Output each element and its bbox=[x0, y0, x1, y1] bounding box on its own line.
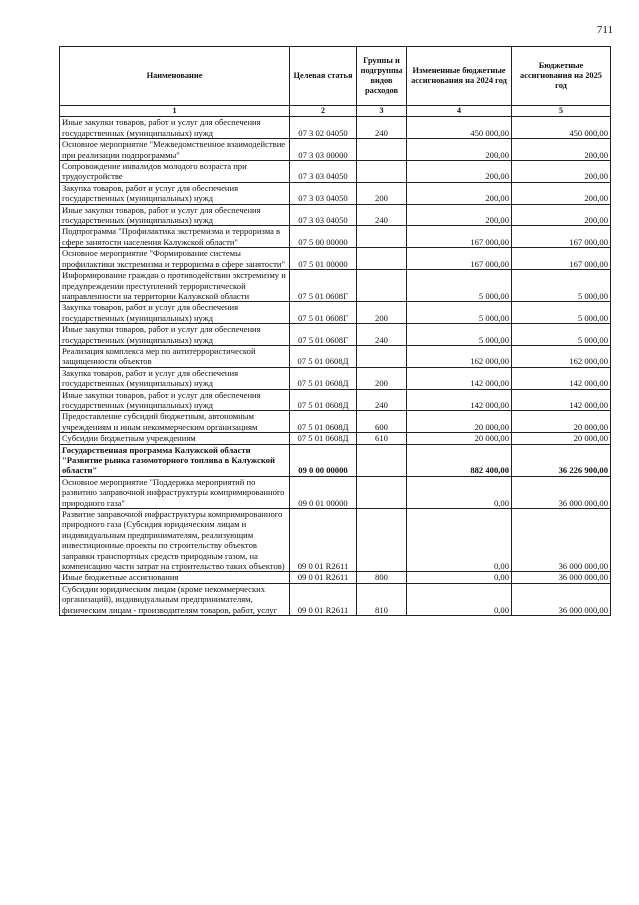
group-cell bbox=[357, 161, 407, 183]
value-2024-cell: 142 000,00 bbox=[407, 367, 512, 389]
value-2024-cell: 200,00 bbox=[407, 182, 512, 204]
name-cell: Иные закупки товаров, работ и услуг для обеспечения государственных (муниципальных) нужд bbox=[60, 117, 290, 139]
page-number: 711 bbox=[596, 24, 613, 36]
index-cell: 1 bbox=[60, 106, 290, 117]
target-cell: 07 5 01 00000 bbox=[290, 248, 357, 270]
table-row bbox=[60, 476, 611, 508]
value-2024-cell: 167 000,00 bbox=[407, 248, 512, 270]
name-cell: Иные закупки товаров, работ и услуг для обеспечения государственных (муниципальных) нужд bbox=[60, 389, 290, 411]
value-2024-cell: 450 000,00 bbox=[407, 117, 512, 139]
budget-table bbox=[59, 46, 611, 616]
table-body bbox=[60, 117, 611, 616]
name-cell: Сопровождение инвалидов молодого возраста при трудоустройстве bbox=[60, 161, 290, 183]
table-row bbox=[60, 345, 611, 367]
value-2025-cell: 36 000 000,00 bbox=[512, 509, 611, 572]
header-groups: Группы и подгруппы видов расходов bbox=[357, 47, 407, 106]
value-2024-cell: 882 400,00 bbox=[407, 444, 512, 476]
group-cell: 600 bbox=[357, 411, 407, 433]
value-2025-cell: 142 000,00 bbox=[512, 389, 611, 411]
target-cell: 09 0 01 R2611 bbox=[290, 509, 357, 572]
group-cell bbox=[357, 139, 407, 161]
value-2024-cell: 200,00 bbox=[407, 161, 512, 183]
name-cell: Иные закупки товаров, работ и услуг для обеспечения государственных (муниципальных) нужд bbox=[60, 204, 290, 226]
table-row bbox=[60, 302, 611, 324]
value-2025-cell: 5 000,00 bbox=[512, 270, 611, 302]
value-2024-cell: 200,00 bbox=[407, 139, 512, 161]
table-row bbox=[60, 444, 611, 476]
group-cell: 240 bbox=[357, 389, 407, 411]
value-2025-cell: 167 000,00 bbox=[512, 248, 611, 270]
target-cell: 07 5 01 0608Д bbox=[290, 389, 357, 411]
value-2024-cell: 20 000,00 bbox=[407, 433, 512, 444]
target-cell: 07 5 01 0608Д bbox=[290, 345, 357, 367]
target-cell: 07 3 03 04050 bbox=[290, 182, 357, 204]
value-2025-cell: 36 000 000,00 bbox=[512, 476, 611, 508]
value-2024-cell: 20 000,00 bbox=[407, 411, 512, 433]
value-2024-cell: 0,00 bbox=[407, 476, 512, 508]
group-cell bbox=[357, 444, 407, 476]
value-2024-cell: 0,00 bbox=[407, 509, 512, 572]
table-row bbox=[60, 324, 611, 346]
value-2024-cell: 0,00 bbox=[407, 572, 512, 583]
group-cell: 240 bbox=[357, 117, 407, 139]
target-cell: 09 0 01 R2611 bbox=[290, 572, 357, 583]
header-2025: Бюджетные ассигнования на 2025 год bbox=[512, 47, 611, 106]
target-cell: 07 5 01 0608Г bbox=[290, 324, 357, 346]
name-cell: Подпрограмма "Профилактика экстремизма и терроризма в сфере занятости населения Калужской области" bbox=[60, 226, 290, 248]
table-row bbox=[60, 411, 611, 433]
table-row bbox=[60, 248, 611, 270]
group-cell: 610 bbox=[357, 433, 407, 444]
value-2024-cell: 0,00 bbox=[407, 583, 512, 615]
group-cell bbox=[357, 476, 407, 508]
group-cell bbox=[357, 509, 407, 572]
table-row bbox=[60, 182, 611, 204]
group-cell: 240 bbox=[357, 204, 407, 226]
group-cell bbox=[357, 248, 407, 270]
value-2025-cell: 36 000 000,00 bbox=[512, 572, 611, 583]
value-2025-cell: 200,00 bbox=[512, 161, 611, 183]
table-row bbox=[60, 433, 611, 444]
value-2025-cell: 20 000,00 bbox=[512, 433, 611, 444]
name-cell: Иные бюджетные ассигнования bbox=[60, 572, 290, 583]
target-cell: 07 3 03 04050 bbox=[290, 204, 357, 226]
target-cell: 07 5 00 00000 bbox=[290, 226, 357, 248]
target-cell: 07 3 02 04050 bbox=[290, 117, 357, 139]
value-2025-cell: 200,00 bbox=[512, 139, 611, 161]
value-2025-cell: 142 000,00 bbox=[512, 367, 611, 389]
name-cell: Основное мероприятие "Поддержка мероприятий по развитию заправочной инфраструктуры компримированного природного газа" bbox=[60, 476, 290, 508]
table-row bbox=[60, 509, 611, 572]
value-2024-cell: 200,00 bbox=[407, 204, 512, 226]
name-cell: Основное мероприятие "Межведомственное взаимодействие при реализации подпрограммы" bbox=[60, 139, 290, 161]
value-2025-cell: 36 000 000,00 bbox=[512, 583, 611, 615]
header-target: Целевая статья bbox=[290, 47, 357, 106]
index-cell: 3 bbox=[357, 106, 407, 117]
table-row bbox=[60, 389, 611, 411]
table-row bbox=[60, 161, 611, 183]
group-cell bbox=[357, 345, 407, 367]
value-2025-cell: 5 000,00 bbox=[512, 302, 611, 324]
value-2024-cell: 5 000,00 bbox=[407, 270, 512, 302]
name-cell: Государственная программа Калужской области "Развитие рынка газомоторного топлива в Калужской области" bbox=[60, 444, 290, 476]
table-row bbox=[60, 139, 611, 161]
name-cell: Закупка товаров, работ и услуг для обеспечения государственных (муниципальных) нужд bbox=[60, 367, 290, 389]
name-cell: Предоставление субсидий бюджетным, автономным учреждениям и иным некоммерческим организациям bbox=[60, 411, 290, 433]
value-2025-cell: 162 000,00 bbox=[512, 345, 611, 367]
value-2025-cell: 450 000,00 bbox=[512, 117, 611, 139]
group-cell: 240 bbox=[357, 324, 407, 346]
value-2024-cell: 142 000,00 bbox=[407, 389, 512, 411]
header-name: Наименование bbox=[60, 47, 290, 106]
target-cell: 07 5 01 0608Д bbox=[290, 411, 357, 433]
value-2025-cell: 167 000,00 bbox=[512, 226, 611, 248]
value-2024-cell: 5 000,00 bbox=[407, 324, 512, 346]
target-cell: 07 5 01 0608Д bbox=[290, 433, 357, 444]
index-cell: 5 bbox=[512, 106, 611, 117]
value-2025-cell: 200,00 bbox=[512, 182, 611, 204]
name-cell: Основное мероприятие "Формирование системы профилактики экстремизма и терроризма в сфере занятости" bbox=[60, 248, 290, 270]
name-cell: Реализация комплекса мер по антитеррористической защищенности объектов bbox=[60, 345, 290, 367]
index-row bbox=[60, 106, 611, 117]
table-row bbox=[60, 204, 611, 226]
table-row bbox=[60, 270, 611, 302]
group-cell: 800 bbox=[357, 572, 407, 583]
value-2024-cell: 5 000,00 bbox=[407, 302, 512, 324]
group-cell bbox=[357, 226, 407, 248]
target-cell: 07 3 03 00000 bbox=[290, 139, 357, 161]
value-2025-cell: 20 000,00 bbox=[512, 411, 611, 433]
value-2025-cell: 200,00 bbox=[512, 204, 611, 226]
value-2025-cell: 36 226 900,00 bbox=[512, 444, 611, 476]
name-cell: Закупка товаров, работ и услуг для обеспечения государственных (муниципальных) нужд bbox=[60, 302, 290, 324]
group-cell: 200 bbox=[357, 367, 407, 389]
target-cell: 09 0 00 00000 bbox=[290, 444, 357, 476]
name-cell: Иные закупки товаров, работ и услуг для обеспечения государственных (муниципальных) нужд bbox=[60, 324, 290, 346]
table-row bbox=[60, 572, 611, 583]
target-cell: 09 0 01 R2611 bbox=[290, 583, 357, 615]
index-cell: 4 bbox=[407, 106, 512, 117]
target-cell: 07 5 01 0608Д bbox=[290, 367, 357, 389]
target-cell: 07 5 01 0608Г bbox=[290, 302, 357, 324]
value-2024-cell: 167 000,00 bbox=[407, 226, 512, 248]
target-cell: 09 0 01 00000 bbox=[290, 476, 357, 508]
group-cell: 810 bbox=[357, 583, 407, 615]
name-cell: Закупка товаров, работ и услуг для обеспечения государственных (муниципальных) нужд bbox=[60, 182, 290, 204]
name-cell: Субсидии юридическим лицам (кроме некоммерческих организаций), индивидуальным предпринимателям, физическим лицам - производителям товаров, работ, услуг bbox=[60, 583, 290, 615]
index-cell: 2 bbox=[290, 106, 357, 117]
name-cell: Субсидии бюджетным учреждениям bbox=[60, 433, 290, 444]
header-2024: Измененные бюджетные ассигнования на 2024 год bbox=[407, 47, 512, 106]
table-row bbox=[60, 367, 611, 389]
header-row bbox=[60, 47, 611, 106]
group-cell: 200 bbox=[357, 302, 407, 324]
name-cell: Развитие заправочной инфраструктуры компримированного природного газа (Субсидия юридическим лицам и индивидуальным предпринимателям, реализующим инвестиционные проекты по строительству объектов заправки транспортных средств природным газом, на компенсацию части затрат на строительство таких объектов) bbox=[60, 509, 290, 572]
target-cell: 07 3 03 04050 bbox=[290, 161, 357, 183]
group-cell bbox=[357, 270, 407, 302]
table-row bbox=[60, 117, 611, 139]
value-2025-cell: 5 000,00 bbox=[512, 324, 611, 346]
table-row bbox=[60, 226, 611, 248]
group-cell: 200 bbox=[357, 182, 407, 204]
value-2024-cell: 162 000,00 bbox=[407, 345, 512, 367]
name-cell: Информирование граждан о противодействии экстремизму и предупреждении преступлений террористической направленности на территории Калужской области bbox=[60, 270, 290, 302]
table-row bbox=[60, 583, 611, 615]
target-cell: 07 5 01 0608Г bbox=[290, 270, 357, 302]
